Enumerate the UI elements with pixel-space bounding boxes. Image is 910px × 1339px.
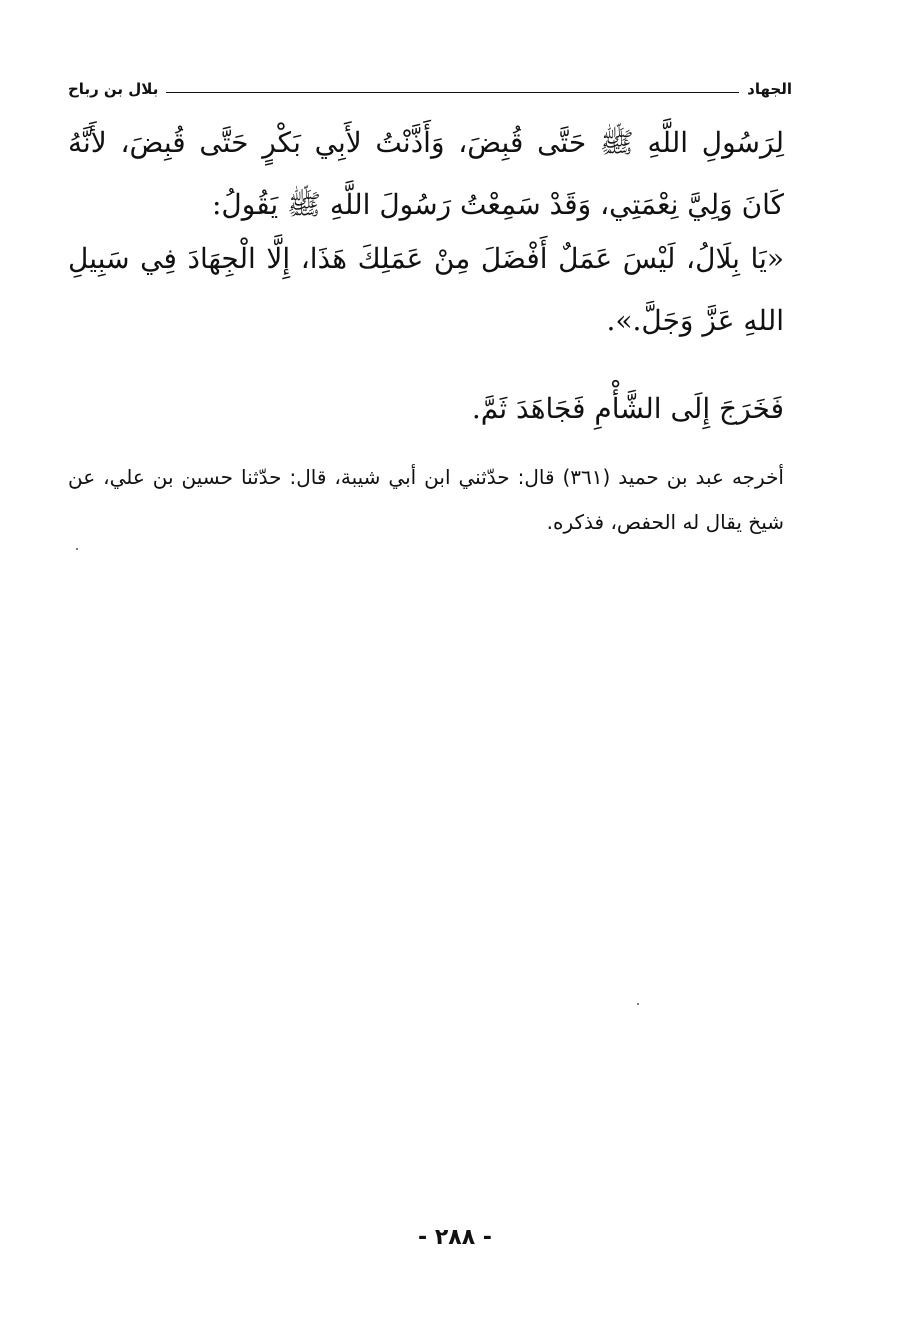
page-number: - ٢٨٨ - xyxy=(418,1225,492,1250)
body-paragraph-3: فَخَرَجَ إِلَى الشَّأْمِ فَجَاهَدَ ثَمَّ. xyxy=(471,392,784,425)
chapter-title: الجهاد xyxy=(747,80,792,98)
header-rule xyxy=(166,92,739,93)
section-title: بلال بن رباح xyxy=(68,80,159,98)
scan-speck xyxy=(76,548,78,550)
footnote-citation: أخرجه عبد بن حميد (٣٦١) قال: حدّثني ابن أبي شيبة، قال: حدّثنا حسين بن علي، عن شيخ يقال له الحفص، فذكره. xyxy=(68,465,784,534)
body-paragraph-1: لِرَسُولِ اللَّهِ ﷺ حَتَّى قُبِضَ، وَأَذَّنْتُ لأَبِي بَكْرٍ حَتَّى قُبِضَ، لأَنَّهُ كَانَ وَلِيَّ نِعْمَتِي، وَقَدْ سَمِعْتُ رَسُولَ اللَّهِ ﷺ يَقُولُ: xyxy=(68,126,784,221)
scan-speck xyxy=(637,1003,639,1005)
running-header xyxy=(68,78,792,100)
hadith-quote-paragraph: «يَا بِلَالُ، لَيْسَ عَمَلٌ أَفْضَلَ مِنْ عَمَلِكَ هَذَا، إِلَّا الْجِهَادَ فِي سَبِيلِ اللهِ عَزَّ وَجَلَّ.». xyxy=(68,242,784,337)
